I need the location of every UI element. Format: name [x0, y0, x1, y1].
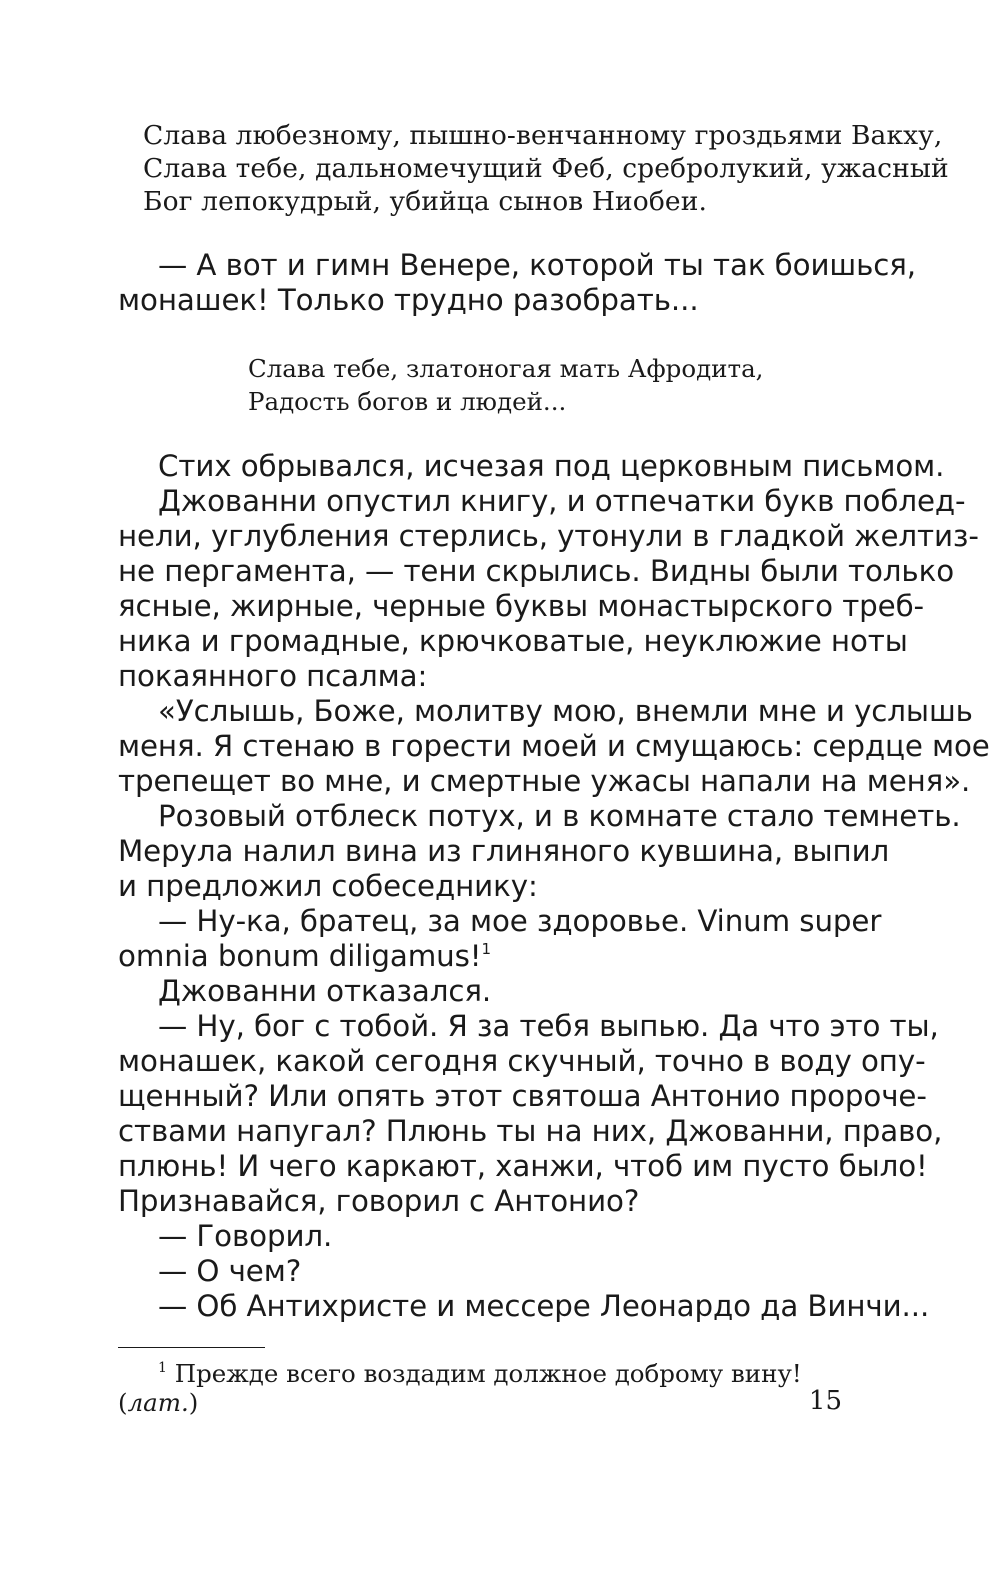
prose-line: — Ну, бог с тобой. Я за тебя выпью. Да что это ты,	[158, 1009, 939, 1043]
verse-line: Слава тебе, златоногая мать Афродита,	[248, 354, 764, 383]
verse-line: Слава тебе, дальномечущий Феб, сребролукий, ужасный	[143, 153, 949, 184]
verse-line: Слава любезному, пышно-венчанному гроздьями Вакху,	[143, 120, 943, 151]
footnote-ref: 1	[481, 940, 491, 958]
prose-line: монашек! Только трудно разобрать...	[118, 283, 699, 317]
prose-line: ясные, жирные, черные буквы монастырского треб-	[118, 589, 925, 623]
prose-line: — Ну-ка, братец, за мое здоровье. Vinum super	[158, 904, 882, 938]
verse-line: Радость богов и людей...	[248, 387, 567, 416]
prose-line: покаянного псалма:	[118, 659, 428, 693]
prose-line: ствами напугал? Плюнь ты на них, Джованни, право,	[118, 1114, 943, 1148]
prose-line: монашек, какой сегодня скучный, точно в воду опу-	[118, 1044, 926, 1078]
prose-line: — Об Антихристе и мессере Леонардо да Винчи...	[158, 1289, 930, 1323]
prose-line: — Говорил.	[158, 1219, 333, 1253]
prose-line: Розовый отблеск потух, и в комнате стало темнеть.	[158, 799, 961, 833]
prose-line: «Услышь, Боже, молитву мою, внемли мне и услышь	[158, 694, 973, 728]
prose-line: трепещет во мне, и смертные ужасы напали на меня».	[118, 764, 971, 798]
prose-line	[118, 939, 491, 973]
prose-line: Мерула налил вина из глиняного кувшина, выпил	[118, 834, 890, 868]
prose-line: Джованни опустил книгу, и отпечатки букв поблед-	[158, 484, 966, 518]
footnote-line	[158, 1359, 802, 1388]
prose-line: плюнь! И чего каркают, ханжи, чтоб им пусто было!	[118, 1149, 928, 1183]
footnote-lang-note: лат.	[127, 1388, 189, 1417]
page-number: 15	[808, 1386, 842, 1416]
prose-text: omnia bonum diligamus!	[118, 939, 482, 973]
prose-line: Признавайся, говорил с Антонио?	[118, 1184, 640, 1218]
footnote-line: (лат.)	[118, 1388, 199, 1417]
footnote-marker: 1	[158, 1360, 167, 1376]
prose-line: нели, углубления стерлись, утонули в гладкой желтиз-	[118, 519, 979, 553]
prose-line: и предложил собеседнику:	[118, 869, 538, 903]
prose-line: — О чем?	[158, 1254, 302, 1288]
prose-line: — А вот и гимн Венере, которой ты так боишься,	[158, 248, 917, 282]
prose-line: щенный? Или опять этот святоша Антонио пророче-	[118, 1079, 927, 1113]
prose-line: меня. Я стенаю в горести моей и смущаюсь: сердце мое	[118, 729, 990, 763]
verse-line: Бог лепокудрый, убийца сынов Ниобеи.	[143, 186, 707, 217]
prose-line: ника и громадные, крючковатые, неуклюжие ноты	[118, 624, 908, 658]
prose-line: Стих обрывался, исчезая под церковным письмом.	[158, 449, 945, 483]
footnote-text: Прежде всего воздадим должное доброму вину!	[174, 1359, 802, 1388]
footnote-rule	[118, 1347, 265, 1348]
prose-line: Джованни отказался.	[158, 974, 492, 1008]
prose-line: не пергамента, — тени скрылись. Видны были только	[118, 554, 955, 588]
